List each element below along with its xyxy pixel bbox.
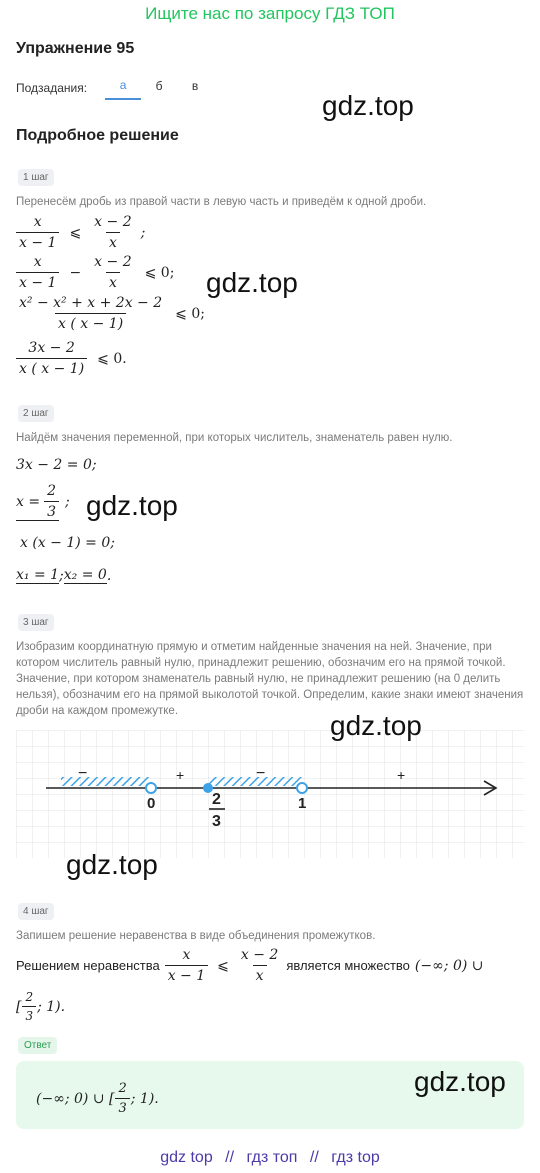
page-title: Упражнение 95 xyxy=(16,40,135,57)
sign-label: − xyxy=(78,765,88,782)
footer-link[interactable]: гдз top xyxy=(331,1149,380,1166)
conclusion-line-2 xyxy=(16,990,65,1023)
subtasks-bar xyxy=(16,76,213,100)
step-text: Изобразим координатную прямую и отметим найденные значения на ней. Значение, при котором числитель равный нулю, принадлежит решению, обозначим его на прямой точкой. Значение, при котором знаменатель равный нулю, не принадлежит решению (на 0 делить нельзя), обозначим его на прямой выколотой точкой. Определим, какие знаки имеют значения дроби на каждом промежутке. xyxy=(16,641,524,717)
conclusion-middle: является множество xyxy=(286,958,410,973)
fraction: $\frac{\text{x² − x² + x + 2x − 2}}{x ( x - 1)}$ xyxy=(19,295,163,332)
footer-separator: // xyxy=(309,1149,319,1166)
x-equals: x = xyxy=(16,493,41,510)
step-text: Перенесём дробь из правой части в левую часть и приведём к одной дроби. xyxy=(16,196,427,208)
tick-label-2-3-numerator: 2 xyxy=(212,791,221,808)
watermark: gdz.top xyxy=(206,267,298,298)
equation-line xyxy=(16,254,178,291)
hatched-interval-negative-left xyxy=(61,777,151,786)
equation-line: 3x − 2 = 0; xyxy=(16,457,97,473)
set-tail: ; 1). xyxy=(37,998,66,1015)
answer-part-1: (−∞; 0) ∪ [ xyxy=(36,1090,115,1107)
step-badge: 4 шаг xyxy=(18,903,54,920)
answer-content xyxy=(36,1081,159,1116)
watermark: gdz.top xyxy=(330,710,422,741)
fraction: $\frac{2}{3}$ xyxy=(44,483,59,520)
equation-line xyxy=(16,567,111,584)
answer-label: Ответ xyxy=(18,1037,57,1054)
fraction: $\frac{x - 2}{x}$ xyxy=(240,947,279,984)
equation-line: x (x − 1) = 0; xyxy=(20,535,115,551)
conclusion-line xyxy=(16,947,484,984)
leq-zero: ⩽ 0; xyxy=(144,264,175,281)
fraction: $\frac{x}{x - 1}$ xyxy=(165,947,208,984)
step-badge: 2 шаг xyxy=(18,405,54,422)
fraction: $\frac{x - 2}{x}$ xyxy=(94,254,132,291)
search-banner: Ищите нас по запросу ГДЗ ТОП xyxy=(145,4,395,23)
sign-label: − xyxy=(256,765,266,782)
fraction: $\frac{2}{3}$ xyxy=(22,990,36,1023)
leq-zero: ⩽ 0; xyxy=(175,305,205,322)
subtask-tab-v[interactable]: в xyxy=(191,79,199,93)
footer-links xyxy=(0,1149,540,1167)
hatched-interval-solution xyxy=(208,777,302,786)
bracket: [ xyxy=(16,998,22,1015)
minus-sign: − xyxy=(69,264,82,281)
watermark: gdz.top xyxy=(414,1066,506,1097)
open-point-0 xyxy=(146,783,156,793)
tick-label-1: 1 xyxy=(298,795,307,812)
fraction: $\frac{x}{x - 1}$ xyxy=(16,214,59,251)
watermark: gdz.top xyxy=(322,90,414,121)
equation-line xyxy=(16,295,209,332)
semicolon: ; xyxy=(65,494,70,510)
sign-label: + xyxy=(397,767,406,783)
underlined-solution xyxy=(16,483,59,521)
footer-link[interactable]: гдз топ xyxy=(246,1149,298,1166)
equation-line xyxy=(16,214,145,251)
step-text: Найдём значения переменной, при которых числитель, знаменатель равен нулю. xyxy=(16,432,453,444)
period: . xyxy=(106,567,112,584)
watermark: gdz.top xyxy=(86,490,178,521)
leq-sign: ⩽ xyxy=(69,224,82,241)
footer-separator: // xyxy=(225,1149,235,1166)
step-badge: 3 шаг xyxy=(18,614,54,631)
semicolon: ; xyxy=(59,567,64,584)
fraction: $\frac{3x - 2}{x ( x - 1)}$ xyxy=(16,340,87,377)
watermark: gdz.top xyxy=(66,849,158,880)
grid-background xyxy=(16,730,524,858)
root-x1: x₁ = 1 xyxy=(16,567,60,583)
conclusion-prefix: Решением неравенства xyxy=(16,958,160,973)
subtask-tab-a[interactable]: а xyxy=(105,76,141,100)
fraction: $\frac{x}{x - 1}$ xyxy=(16,254,59,291)
subtask-tab-b[interactable]: б xyxy=(155,79,163,93)
tick-label-0: 0 xyxy=(147,795,156,812)
answer-part-2: ; 1). xyxy=(130,1090,159,1107)
subtasks-label: Подзадания: xyxy=(16,81,88,95)
section-title: Подробное решение xyxy=(16,127,179,144)
number-line-diagram xyxy=(16,730,524,858)
tick-label-2-3-denominator: 3 xyxy=(212,813,221,830)
leq-sign: ⩽ xyxy=(217,957,229,974)
semicolon: ; xyxy=(140,224,146,241)
fraction: $\frac{2}{3}$ xyxy=(115,1081,129,1116)
footer-link[interactable]: gdz top xyxy=(160,1149,213,1166)
step-text: Запишем решение неравенства в виде объединения промежутков. xyxy=(16,930,376,942)
sign-label: + xyxy=(176,767,185,783)
step-badge: 1 шаг xyxy=(18,169,54,186)
set-part: (−∞; 0) ∪ xyxy=(414,957,484,974)
root-x2: x₂ = 0 xyxy=(63,567,107,583)
equation-line xyxy=(16,483,70,521)
equation-line xyxy=(16,340,131,377)
fraction: $\frac{x - 2}{x}$ xyxy=(94,214,132,251)
open-point-1 xyxy=(297,783,307,793)
leq-zero: ⩽ 0. xyxy=(97,350,127,367)
